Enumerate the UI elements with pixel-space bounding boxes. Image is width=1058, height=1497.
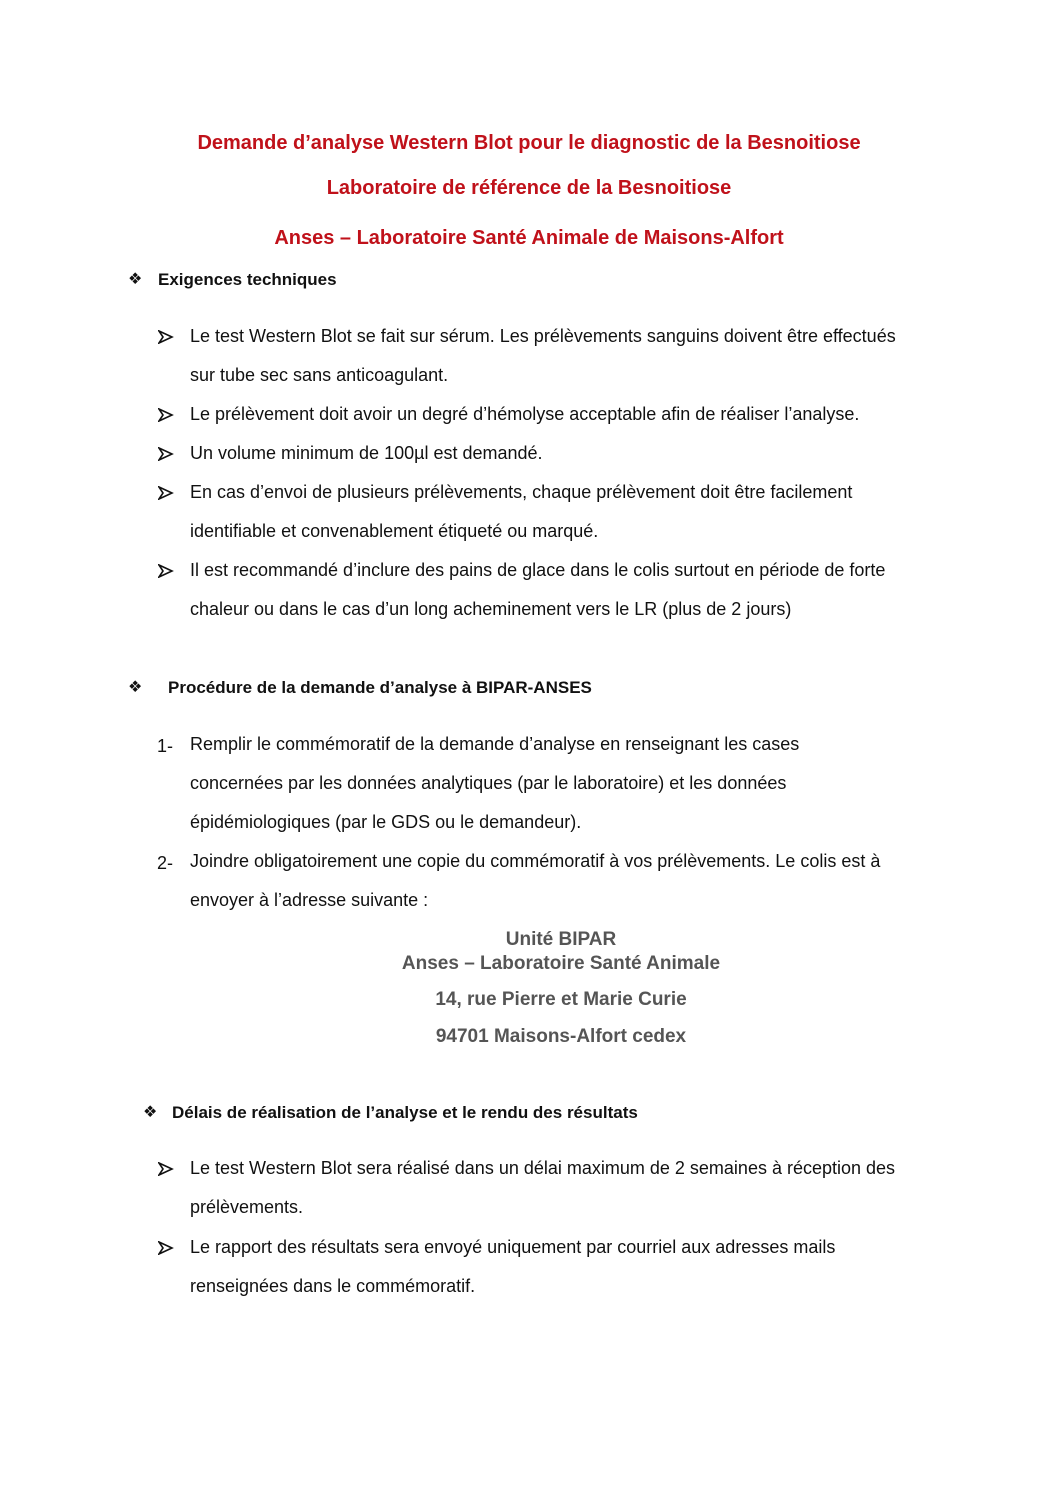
list-item: Joindre obligatoirement une copie du commémoratif à vos prélèvements. Le colis est à envoyer à l’adresse suivante : bbox=[190, 851, 881, 910]
address-line-4: 94701 Maisons-Alfort cedex bbox=[435, 1026, 687, 1047]
title-line-1: Demande d’analyse Western Blot pour le diagnostic de la Besnoitiose bbox=[197, 132, 861, 154]
diamond-bullet-icon: ❖ bbox=[128, 271, 143, 288]
list-item: En cas d’envoi de plusieurs prélèvements, chaque prélèvement doit être facilement identifiable et convenablement étiqueté ou marqué. bbox=[190, 482, 853, 541]
diamond-bullet-icon: ❖ bbox=[128, 679, 143, 696]
section-heading-procedure: Procédure de la demande d’analyse à BIPAR-ANSES bbox=[168, 678, 592, 697]
arrow-bullet-icon bbox=[158, 330, 174, 344]
address-line-2: Anses – Laboratoire Santé Animale bbox=[401, 953, 721, 974]
arrow-bullet-icon bbox=[158, 408, 174, 422]
arrow-bullet-icon bbox=[158, 564, 174, 578]
diamond-bullet-icon: ❖ bbox=[143, 1104, 158, 1121]
list-number: 1- bbox=[157, 736, 174, 756]
address-line-3: 14, rue Pierre et Marie Curie bbox=[435, 989, 687, 1010]
list-item: Un volume minimum de 100µl est demandé. bbox=[190, 443, 543, 463]
list-item: Il est recommandé d’inclure des pains de glace dans le colis surtout en période de forte chaleur ou dans le cas d’un long acheminement vers le LR (plus de 2 jours) bbox=[190, 560, 886, 619]
list-item: Le prélèvement doit avoir un degré d’hémolyse acceptable afin de réaliser l’analyse. bbox=[190, 404, 860, 424]
title-line-3: Anses – Laboratoire Santé Animale de Maisons-Alfort bbox=[274, 227, 784, 249]
section-heading-delais: Délais de réalisation de l’analyse et le rendu des résultats bbox=[172, 1103, 638, 1122]
arrow-bullet-icon bbox=[158, 447, 174, 461]
list-item: Le rapport des résultats sera envoyé uniquement par courriel aux adresses mails renseignées dans le commémoratif. bbox=[190, 1237, 836, 1296]
title-line-2: Laboratoire de référence de la Besnoitiose bbox=[326, 177, 732, 199]
list-item: Le test Western Blot sera réalisé dans un délai maximum de 2 semaines à réception des prélèvements. bbox=[190, 1158, 896, 1217]
address-line-1: Unité BIPAR bbox=[505, 929, 617, 950]
arrow-bullet-icon bbox=[158, 486, 174, 500]
list-item: Remplir le commémoratif de la demande d’analyse en renseignant les cases concernées par les données analytiques (par le laboratoire) et les données épidémiologiques (par le GDS ou le demandeur). bbox=[190, 734, 800, 832]
section-heading-exigences: Exigences techniques bbox=[158, 270, 337, 289]
arrow-bullet-icon bbox=[158, 1241, 174, 1255]
list-item: Le test Western Blot se fait sur sérum. Les prélèvements sanguins doivent être effectués sur tube sec sans anticoagulant. bbox=[190, 326, 896, 385]
arrow-bullet-icon bbox=[158, 1162, 174, 1176]
list-number: 2- bbox=[157, 853, 174, 873]
